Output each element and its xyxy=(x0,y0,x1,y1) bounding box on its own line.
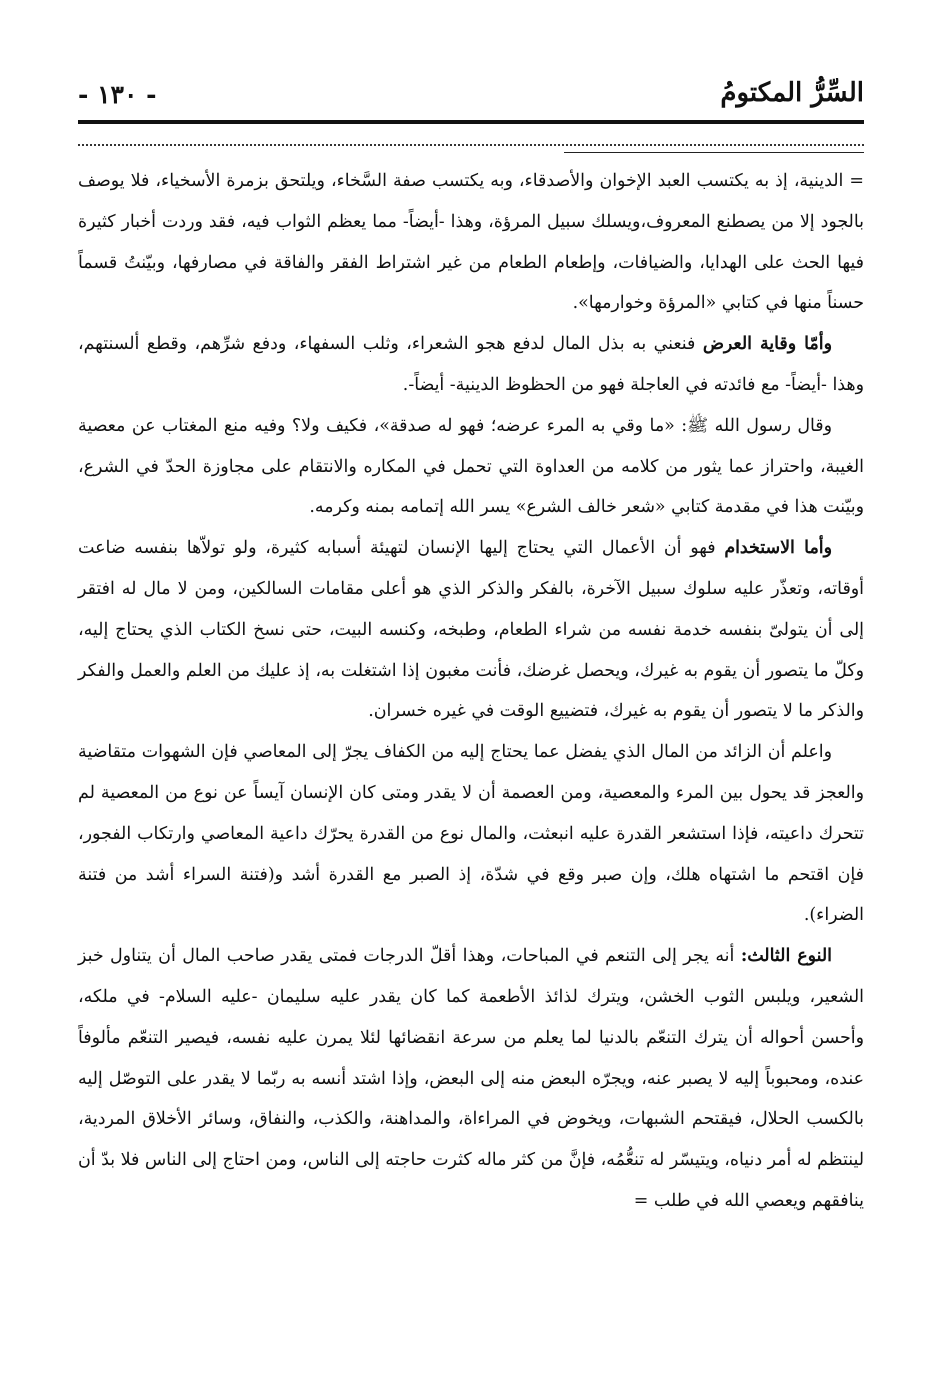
paragraph-lead: النوع الثالث: xyxy=(740,946,833,967)
body-text xyxy=(78,161,864,1222)
paragraph-text: = الدينية، إذ به يكتسب العبد الإخوان والأصدقاء، وبه يكتسب صفة السَّخاء، ويلتحق بزمرة الأسخياء، فلا يوصف بالجود إلا من يصطنع المعروف،ويسلك سبيل المرؤة، وهذا -أيضاً- مما يعظم الثواب فيه، فقد وردت أخبار كثيرة فيها الحث على الهدايا، والضيافات، وإطعام الطعام من غير اشتراط الفقر والفاقة في مصارفها، وبيّنتُ قسماً حسناً منها في كتابي «المرؤة وخوارمها». xyxy=(78,171,864,314)
footnote-rule xyxy=(564,152,864,153)
paragraph-text: واعلم أن الزائد من المال الذي يفضل عما يحتاج إليه من الكفاف يجرّ إلى المعاصي فإن الشهوات متقاضية والعجز قد يحول بين المرء والمعصية، ومن العصمة أن لا يقدر ومتى كان الإنسان آيساً عن نوع من المعصية لم تتحرك داعيته، فإذا استشعر القدرة عليه انبعثت، والمال نوع من القدرة يحرّك داعية المعاصي وارتكاب الفجور، فإن اقتحم ما اشتهاه هلك، وإن صبر وقع في شدّة، إذ الصبر مع القدرة أشد و(فتنة السراء أشد من فتنة الضراء). xyxy=(78,742,864,926)
document-page xyxy=(78,70,864,1222)
paragraph-3 xyxy=(78,406,864,528)
dotted-rule xyxy=(78,144,864,146)
page-number: - ١٣٠ - xyxy=(78,80,157,109)
paragraph-text: أنه يجر إلى التنعم في المباحات، وهذا أقلّ الدرجات فمتى يقدر صاحب المال أن يتناول خبز الشعير، ويلبس الثوب الخشن، ويترك لذائذ الأطعمة كما كان يقدر عليه سليمان -عليه السلام- في ملكه، وأحسن أحواله أن يترك التنعّم بالدنيا لما يعلم من سرعة انقضائها لئلا يمرن عليه نفسه، فيصير التنعّم مألوفاً عنده، ومحبوباً إليه لا يصبر عنه، ويجرّه البعض منه إلى البعض، وإذا اشتد أنسه به ربّما لا يقدر على التوصّل إليه بالكسب الحلال، فيقتحم الشبهات، ويخوض في المراءاة، والمداهنة، والكذب، والنفاق، وسائر الأخلاق المردية، لينتظم له أمر دنياه، ويتيسّر له تنعُّمُه، فإنَّ من كثر ماله كثرت حاجته إلى الناس، ومن احتاج إلى الناس فلا بدّ أن ينافقهم ويعصي الله في طلب = xyxy=(78,946,864,1211)
paragraph-1 xyxy=(78,161,864,324)
paragraph-lead: وأما الاستخدام xyxy=(724,538,832,559)
paragraph-4 xyxy=(78,528,864,732)
book-title: السِّرُّ المكتومُ xyxy=(720,78,864,108)
page-header xyxy=(78,70,864,120)
paragraph-5 xyxy=(78,732,864,936)
paragraph-lead: وأمّا وقاية العرض xyxy=(702,334,832,355)
paragraph-6 xyxy=(78,936,864,1222)
paragraph-text: وقال رسول الله ﷺ: «ما وقي به المرء عرضه؛ فهو له صدقة»، فكيف ولا؟ وفيه منع المغتاب عن معصية الغيبة، واحتراز عما يثور من كلامه من العداوة التي تحمل في المكاره والانتقام على مجاوزة الحدّ في الشرع، وبيّنت هذا في مقدمة كتابي «شعر خالف الشرع» يسر الله إتمامه بمنه وكرمه. xyxy=(78,415,864,518)
header-rule xyxy=(78,120,864,124)
paragraph-2 xyxy=(78,324,864,406)
paragraph-text: فنعني به بذل المال لدفع هجو الشعراء، وثلب السفهاء، ودفع شرِّهم، وقطع ألسنتهم، وهذا -أيضاً- مع فائدته في العاجلة فهو من الحظوظ الدينية- أيضاً-. xyxy=(78,334,864,395)
paragraph-text: فهو أن الأعمال التي يحتاج إليها الإنسان لتهيئة أسبابه كثيرة، ولو تولاّها بنفسه ضاعت أوقاته، وتعذّر عليه سلوك سبيل الآخرة، بالفكر والذكر الذي هو أعلى مقامات السالكين، ومن لا مال له افتقر إلى أن يتولىّ بنفسه خدمة نفسه من شراء الطعام، وطبخه، وكنسه البيت، حتى نسخ الكتاب الذي يحتاج إليه، وكلّ ما يتصور أن يقوم به غيرك، ويحصل غرضك، فأنت مغبون إذا اشتغلت به، إذ عليك من العلم والعمل والفكر والذكر ما لا يتصور أن يقوم به غيرك، فتضييع الوقت في غيره خسران. xyxy=(78,538,864,722)
